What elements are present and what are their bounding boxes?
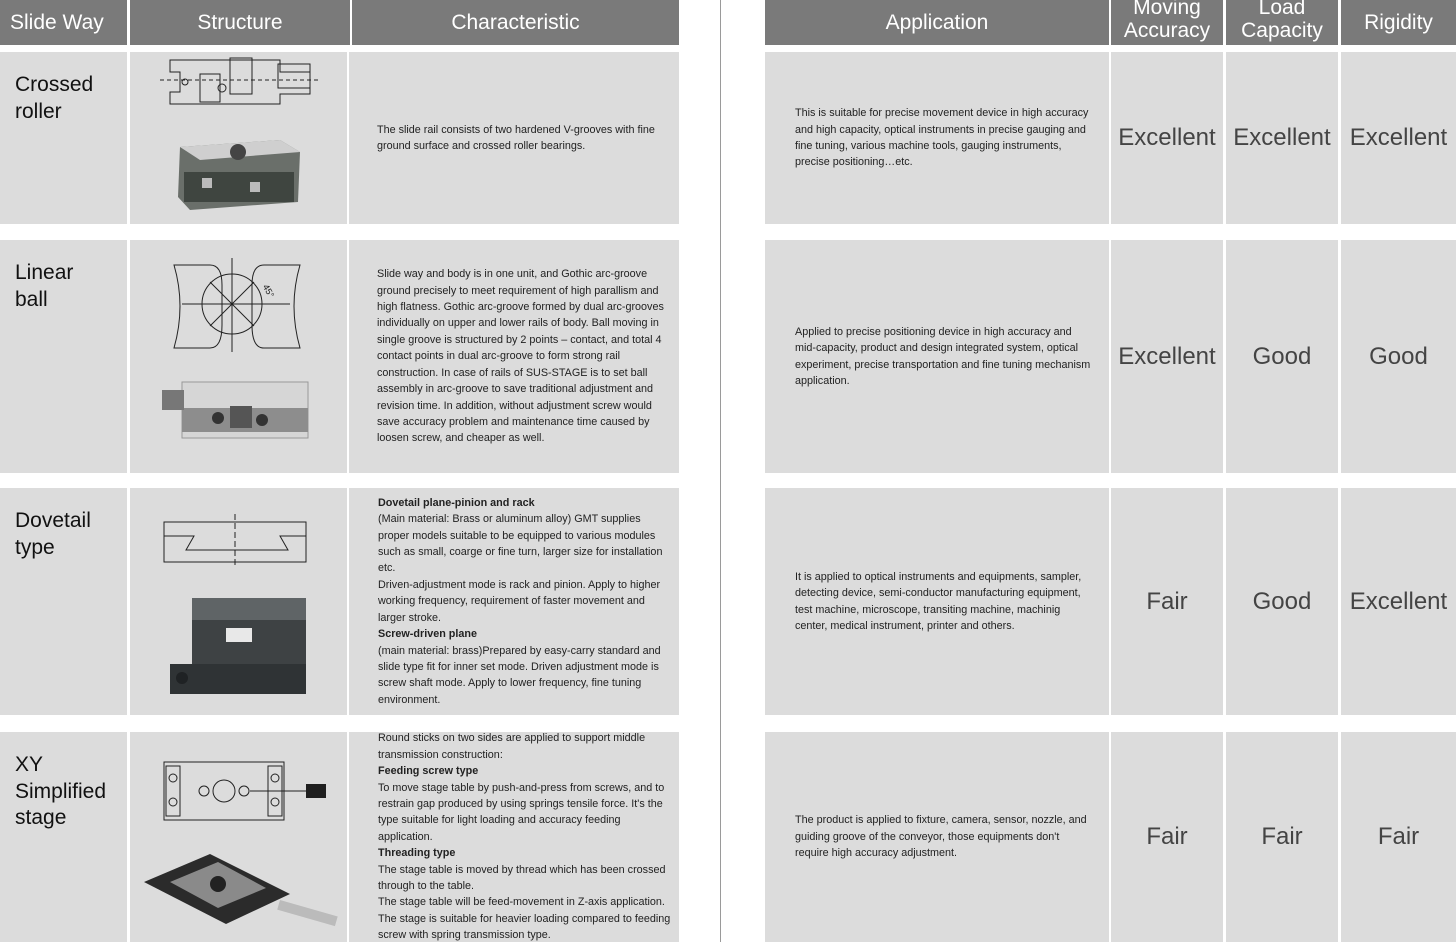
characteristic-linear-ball: Slide way and body is in one unit, and Gothic arc-groove ground precisely to meet requirement of high parallism and high flatness. Gothic arc-groove formed by dual arc-grooves individually on upper and lower rails of body. Ball moving in single groove is structured by 2 points – contact, and total 4 contact points in dual arc-groove to form strong rail construction. In case of rails of SUS-STAGE is to set ball assembly in arc-groove to save traditional adjustment and revision time. In addition, without adjustment screw would save accuracy problem and maintenance time caused by loosen screw, and cheaper as well.: [349, 240, 679, 473]
structure-xy-simplified-stage: [130, 732, 347, 942]
xy-stage-diagram: [130, 732, 347, 942]
application-crossed-roller: This is suitable for precise movement device in high accuracy and high capacity, optical instruments in precise gauging and fine tuning, various machine tools, gauging instruments, precise positioning…etc.: [765, 52, 1109, 224]
rating-rigidity: Excellent: [1341, 52, 1456, 224]
rating-load-capacity: Fair: [1226, 732, 1338, 942]
application-xy-simplified-stage: The product is applied to fixture, camera, sensor, nozzle, and guiding groove of the conveyor, those equipments don't require high accuracy adjustment.: [765, 732, 1109, 942]
header-slide-way: Slide Way: [0, 0, 127, 45]
header-rigidity: Rigidity: [1341, 0, 1456, 45]
rating-load-capacity: Good: [1226, 240, 1338, 473]
rating-rigidity: Fair: [1341, 732, 1456, 942]
structure-linear-ball: [130, 240, 347, 473]
rating-moving-accuracy: Fair: [1111, 732, 1223, 942]
crossed-roller-diagram: [130, 52, 347, 224]
characteristic-xy-simplified-stage: Round sticks on two sides are applied to support middle transmission construction: Feeding screw type To move stage table by push-and-press from screws, and to restrain gap produced by using springs tensile force. It's the type suitable for light loading and accuracy feeding application. Threading type The stage table is moved by thread which has been crossed through to the table. The stage table will be feed-movement in Z-axis application. The stage is suitable for heavier loading compared to feeding screw with spring transmission type.: [349, 732, 679, 942]
characteristic-crossed-roller: The slide rail consists of two hardened V-grooves with fine ground surface and crossed roller bearings.: [349, 52, 679, 224]
angle-label: 45°: [260, 282, 277, 300]
rating-moving-accuracy: Excellent: [1111, 52, 1223, 224]
rating-load-capacity: Excellent: [1226, 52, 1338, 224]
slide-way-dovetail-type: Dovetail type: [0, 488, 127, 715]
application-dovetail-type: It is applied to optical instruments and equipments, sampler, detecting device, semi-conductor manufacturing equipment, test machine, microscope, transiting machine, machinig center, medical instrument, printer and others.: [765, 488, 1109, 715]
slide-way-xy-simplified-stage: XY Simplified stage: [0, 732, 127, 942]
slide-way-linear-ball: Linear ball: [0, 240, 127, 473]
characteristic-dovetail-type: Dovetail plane-pinion and rack (Main material: Brass or aluminum alloy) GMT supplies proper models suitable to be equipped to various modules such as small, coarge or fine turn, larger size for installation etc. Driven-adjustment mode is rack and pinion. Apply to higher working frequency, requirement of faster movement and larger stroke. Screw-driven plane (main material: brass)Prepared by easy-carry standard and slide type fit for inner set mode. Driven adjustment mode is screw shaft mode. Apply to lower frequency, fine tuning environment.: [349, 488, 679, 715]
rating-rigidity: Excellent: [1341, 488, 1456, 715]
dovetail-diagram: [130, 488, 347, 715]
rating-moving-accuracy: Excellent: [1111, 240, 1223, 473]
header-application: Application: [765, 0, 1109, 45]
rating-load-capacity: Good: [1226, 488, 1338, 715]
slide-way-crossed-roller: Crossed roller: [0, 52, 127, 224]
rating-rigidity: Good: [1341, 240, 1456, 473]
header-characteristic: Characteristic: [352, 0, 679, 45]
linear-ball-diagram: [130, 240, 347, 473]
rating-moving-accuracy: Fair: [1111, 488, 1223, 715]
structure-dovetail-type: [130, 488, 347, 715]
header-structure: Structure: [130, 0, 350, 45]
header-moving-accuracy: Moving Accuracy: [1111, 0, 1223, 45]
structure-crossed-roller: [130, 52, 347, 224]
page-divider: [720, 0, 721, 942]
header-load-capacity: Load Capacity: [1226, 0, 1338, 45]
application-linear-ball: Applied to precise positioning device in high accuracy and mid-capacity, product and design integrated system, optical experiment, precise transportation and fine tuning mechanism application.: [765, 240, 1109, 473]
